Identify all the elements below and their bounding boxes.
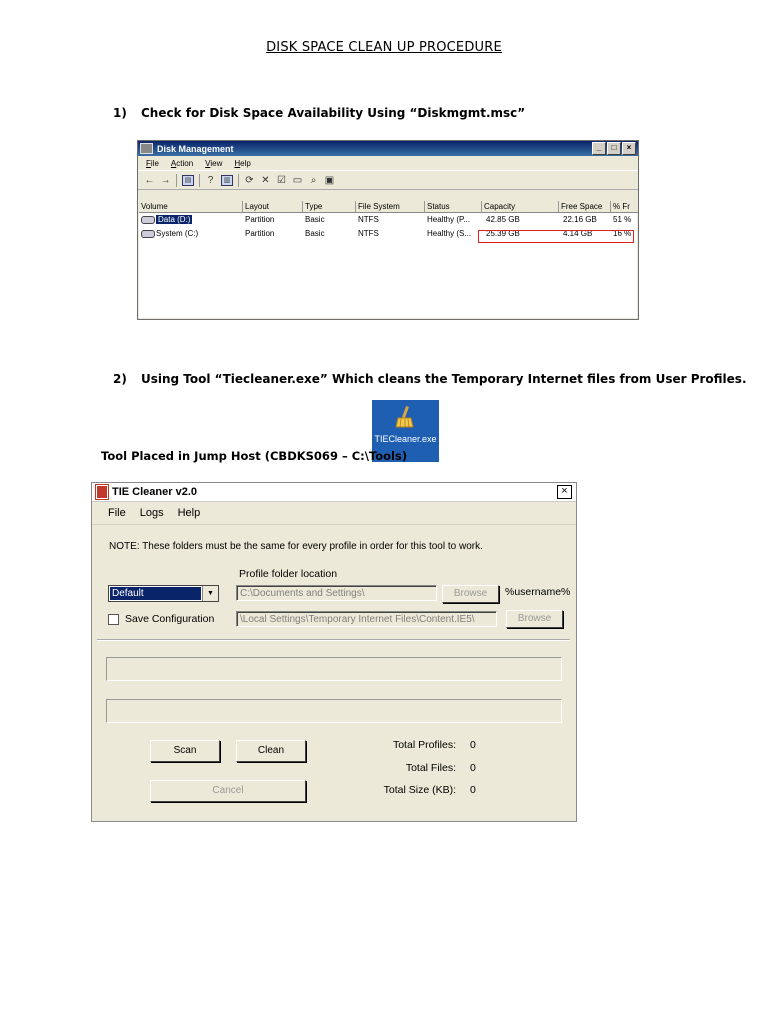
column-header[interactable]: Capacity [482,201,559,213]
total-size-value: 0 [470,784,476,796]
menu-file[interactable]: File [108,507,126,519]
search-icon[interactable]: ⌕ [310,174,317,186]
volume-free-space: 22.16 GB [563,215,597,224]
checklist-icon[interactable]: ☑ [277,174,286,186]
browse-profile-button[interactable]: Browse [442,585,499,603]
divider [97,639,570,641]
column-header[interactable]: Status [425,201,482,213]
profile-select[interactable] [108,585,219,602]
volume-filesystem: NTFS [358,215,379,224]
properties-icon[interactable]: ▥ [221,175,233,186]
highlight-box [478,230,634,243]
disk-management-title: Disk Management [157,143,234,154]
column-header[interactable]: % Fr [611,201,639,213]
document-title: DISK SPACE CLEAN UP PROCEDURE [266,40,502,55]
volume-capacity: 42.85 GB [486,215,520,224]
step-1 [113,106,525,120]
column-header[interactable]: Layout [243,201,303,213]
scan-button[interactable]: Scan [150,740,220,762]
console-tree-icon[interactable]: ▤ [182,175,194,186]
volume-type: Basic [305,229,325,238]
username-token: %username% [505,586,571,598]
toolbar-separator [238,174,239,187]
step-2 [113,372,747,386]
volume-free-space: 4.14 GB [563,229,593,238]
volume-filesystem: NTFS [358,229,379,238]
step-1-text: Check for Disk Space Availability Using “Diskmgmt.msc” [141,106,526,120]
tie-cleaner-menubar [92,502,576,525]
step-2-text: Using Tool “Tiecleaner.exe” Which cleans the Temporary Internet files from User Profiles. [141,372,747,386]
delete-icon[interactable]: ✕ [261,174,270,186]
tie-cleaner-titlebar [92,483,576,502]
cancel-button[interactable]: Cancel [150,780,306,802]
column-header[interactable]: Free Space [559,201,611,213]
column-header[interactable]: Type [303,201,356,213]
volume-name: Data (D:) [158,215,191,224]
volume-list [139,201,637,318]
profile-folder-label: Profile folder location [239,568,338,580]
volume-name: System (C:) [156,229,199,238]
progress-bar-primary [106,657,562,681]
minimize-icon[interactable]: _ [592,142,606,155]
volume-free-percent: 51 % [613,215,632,224]
tiecleaner-file-label: TIECleaner.exe [374,434,437,444]
help-icon[interactable]: ? [207,174,214,186]
disk-management-toolbar [138,170,638,190]
disk-management-app-icon [140,143,153,154]
disk-icon[interactable]: ▣ [324,174,335,186]
disk-management-window [137,140,639,320]
drive-icon [141,230,155,238]
back-arrow-icon[interactable]: ← [144,174,155,186]
profile-select-value: Default [110,587,201,600]
column-header[interactable]: Volume [139,201,243,213]
menu-help[interactable]: Help [234,158,251,168]
profile-path-field[interactable]: C:\Documents and Settings\ [236,585,437,601]
chevron-down-icon[interactable]: ▼ [202,586,218,601]
maximize-icon[interactable]: □ [607,142,621,155]
close-icon[interactable]: × [622,142,636,155]
menu-help[interactable]: Help [177,507,201,519]
total-files-value: 0 [470,762,476,774]
total-files-label: Total Files: [405,762,456,774]
menu-action[interactable]: Action [170,158,194,168]
volume-status: Healthy (S... [427,229,472,238]
broom-icon [395,406,415,428]
step-1-number: 1) [113,106,127,120]
tie-cleaner-app-icon [96,485,108,499]
table-row[interactable] [139,214,637,226]
note-text: NOTE: These folders must be the same for every profile in order for this tool to work. [109,541,483,552]
disk-management-titlebar [138,141,638,156]
drive-icon [141,216,155,224]
refresh-icon[interactable]: ⟳ [245,174,254,186]
forward-arrow-icon[interactable]: → [160,174,171,186]
volume-capacity: 25.39 GB [486,229,520,238]
menu-logs[interactable]: Logs [139,507,164,519]
volume-type: Basic [305,215,325,224]
menu-file[interactable]: File [146,158,159,168]
save-configuration-checkbox[interactable] [108,614,119,625]
toolbar-separator [176,174,177,187]
toolbar-separator [199,174,200,187]
menu-view[interactable]: View [205,158,223,168]
clean-button[interactable]: Clean [236,740,306,762]
volume-free-percent: 16 % [613,229,632,238]
cache-path-field[interactable]: \Local Settings\Temporary Internet Files\Content.IE5\ [236,611,497,627]
close-icon[interactable]: × [557,485,572,499]
total-profiles-value: 0 [470,739,476,751]
browse-cache-button[interactable]: Browse [506,610,563,628]
total-size-label: Total Size (KB): [383,784,456,796]
progress-bar-secondary [106,699,562,723]
save-configuration-label: Save Configuration [125,613,215,625]
volume-layout: Partition [245,215,275,224]
disk-management-menubar [138,156,638,170]
tie-cleaner-window [91,482,577,822]
tie-cleaner-title: TIE Cleaner v2.0 [112,486,197,498]
volume-list-header [139,201,637,213]
step-2-number: 2) [113,372,127,386]
column-header[interactable]: File System [356,201,425,213]
tool-location-text: Tool Placed in Jump Host (CBDKS069 – C:\Tools) [101,449,408,463]
open-folder-icon[interactable]: ▭ [292,174,303,186]
volume-layout: Partition [245,229,275,238]
total-profiles-label: Total Profiles: [392,739,456,751]
volume-status: Healthy (P... [427,215,470,224]
